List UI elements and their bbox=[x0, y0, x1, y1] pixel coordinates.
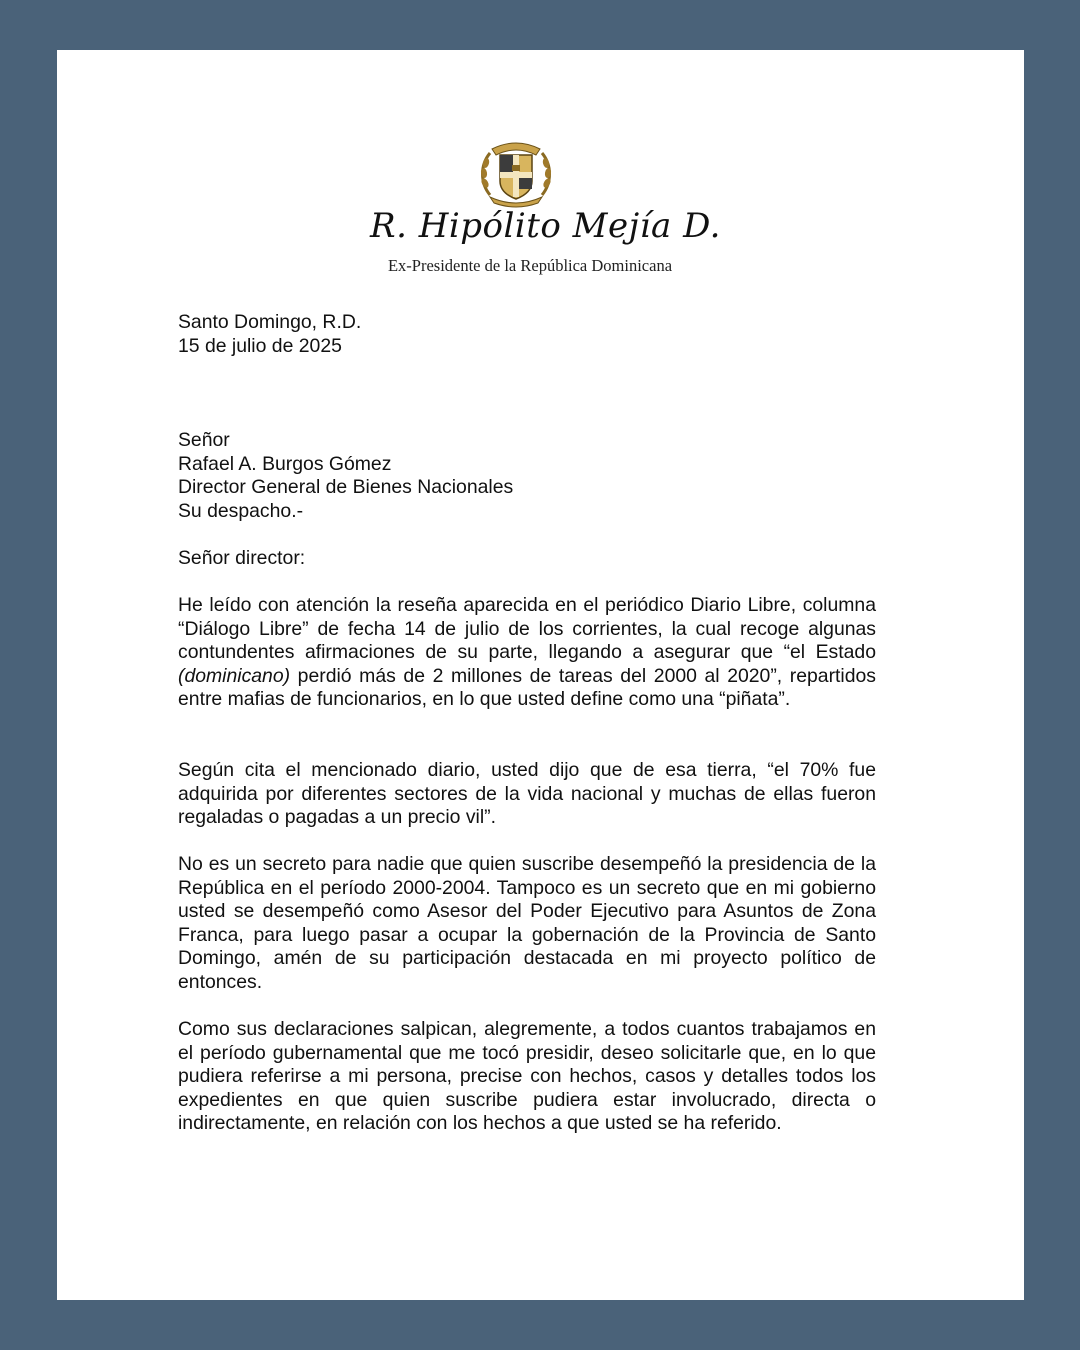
body-paragraph-2: Según cita el mencionado diario, usted dijo que de esa tierra, “el 70% fue adquirida por diferentes sectores de la vida nacional y muchas de ellas fueron regaladas o pagadas a un precio vil”. bbox=[178, 759, 876, 829]
body-paragraph-3: No es un secreto para nadie que quien suscribe desempeñó la presidencia de la República en el período 2000-2004. Tampoco es un secreto que en mi gobierno usted se desempeñó como Asesor del Poder Ejecutivo para Asuntos de Zona Franca, para luego pasar a ocupar la gobernación de la Provincia de Santo Domingo, amén de su participación destacada en mi proyecto político de entonces. bbox=[178, 853, 876, 993]
place-date-block bbox=[178, 311, 876, 358]
paragraph-1-italic: (dominicano) bbox=[178, 664, 291, 687]
recipient-block bbox=[178, 429, 876, 523]
letterhead-name: R. Hipólito Mejía D. bbox=[370, 206, 721, 246]
recipient-position: Director General de Bienes Nacionales bbox=[178, 476, 514, 499]
paragraph-1-text-b: perdió más de 2 millones de tareas del 2000 al 2020”, repartidos entre mafias de funcionarios, en lo que usted define como una “piñata”. bbox=[178, 664, 876, 711]
coat-of-arms-icon bbox=[476, 135, 556, 209]
paragraph-1-text-a: He leído con atención la reseña aparecida en el periódico Diario Libre, columna “Diálogo Libre” de fecha 14 de julio de los corrientes, la cual recoge algunas contundentes afirmaciones de su parte, llegando a asegurar que “el Estado bbox=[178, 594, 876, 664]
recipient-honorific: Señor bbox=[178, 429, 230, 451]
body-paragraph-1 bbox=[178, 594, 876, 712]
date-line: 15 de julio de 2025 bbox=[178, 334, 342, 357]
recipient-closing: Su despacho.- bbox=[178, 499, 304, 522]
letterhead-title: Ex-Presidente de la República Dominicana bbox=[387, 256, 673, 275]
place-line: Santo Domingo, R.D. bbox=[178, 311, 362, 333]
salutation: Señor director: bbox=[178, 547, 306, 569]
recipient-name: Rafael A. Burgos Gómez bbox=[178, 452, 392, 475]
body-paragraph-4: Como sus declaraciones salpican, alegremente, a todos cuantos trabajamos en el período gubernamental que me tocó presidir, deseo solicitarle que, en lo que pudiera referirse a mi persona, precise con hechos, casos y detalles todos los expedientes en que quien suscribe pudiera estar involucrado, directa o indirectamente, en relación con los hechos a que usted se ha referido. bbox=[178, 1018, 876, 1135]
